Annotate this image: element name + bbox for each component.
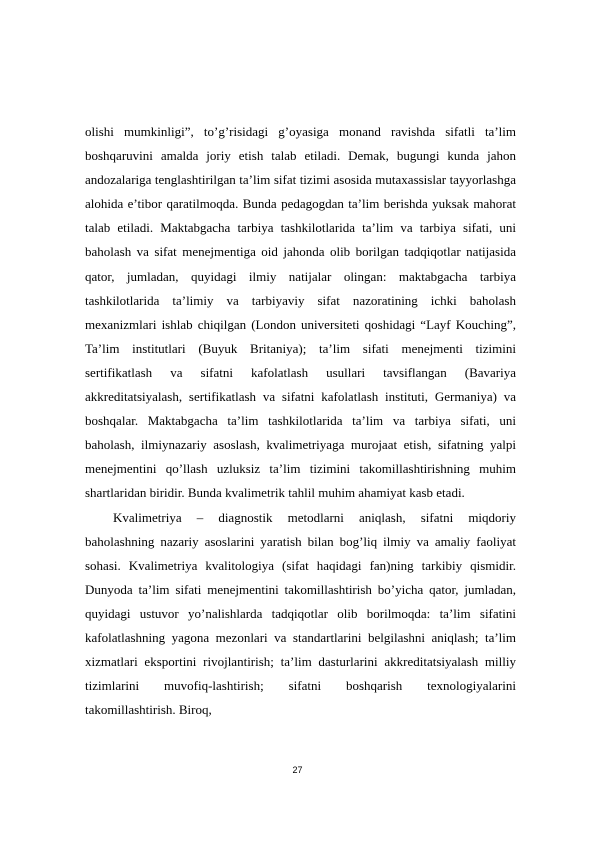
page-body xyxy=(85,120,516,722)
paragraph-1: olishi mumkinligi”, to’g’risidagi g’oyasiga monand ravishda sifatli ta’lim boshqaruvini amalda joriy etish talab etiladi. Demak, bugungi kunda jahon andozalariga tenglashtirilgan ta’lim sifat tizimi asosida mutaxassislar tayyorlashga alohida e’tibor qaratilmoqda. Bunda pedagogdan ta’lim berishda yuksak mahorat talab etiladi. Maktabgacha tarbiya tashkilotlarida ta’lim va tarbiya sifati, uni baholash va sifat menejmentiga oid jahonda olib borilgan tadqiqotlar natijasida qator, jumladan, quyidagi ilmiy natijalar olingan: maktabgacha tarbiya tashkilotlarida ta’limiy va tarbiyaviy sifat nazoratining ichki baholash mexanizmlari ishlab chiqilgan (London universiteti qoshidagi “Layf Kouching”, Ta’lim institutlari (Buyuk Britaniya); ta’lim sifati menejmenti tizimini sertifikatlash va sifatni kafolatlash usullari tavsiflangan (Bavariya akkreditatsiyalash, sertifikatlash va sifatni kafolatlash instituti, Germaniya) va boshqalar. Maktabgacha ta’lim tashkilotlarida ta’lim va tarbiya sifati, uni baholash, ilmiynazariy asoslash, kvalimetriyaga murojaat etish, sifatning yalpi menejmentini qo’llash uzluksiz ta’lim tizimini takomillashtirishning muhim shartlaridan biridir. Bunda kvalimetrik tahlil muhim ahamiyat kasb etadi. xyxy=(85,124,516,501)
page-number: 27 xyxy=(292,765,303,775)
paragraph-2: Kvalimetriya – diagnostik metodlarni aniqlash, sifatni miqdoriy baholashning nazariy asoslarini yaratish bilan bog’liq ilmiy va amaliy faoliyat sohasi. Kvalimetriya kvalitologiya (sifat haqidagi fan)ning tarkibiy qismidir. Dunyoda ta’lim sifati menejmentini takomillashtirish bo’yicha qator, jumladan, quyidagi ustuvor yo’nalishlarda tadqiqotlar olib borilmoqda: ta’lim sifatini kafolatlashning yagona mezonlari va standartlarini belgilashni aniqlash; ta’lim xizmatlari eksportini rivojlantirish; ta’lim dasturlarini akkreditatsiyalash milliy tizimlarini muvofiq-lashtirish; sifatni boshqarish texnologiyalarini takomillashtirish. Biroq, xyxy=(85,509,516,718)
